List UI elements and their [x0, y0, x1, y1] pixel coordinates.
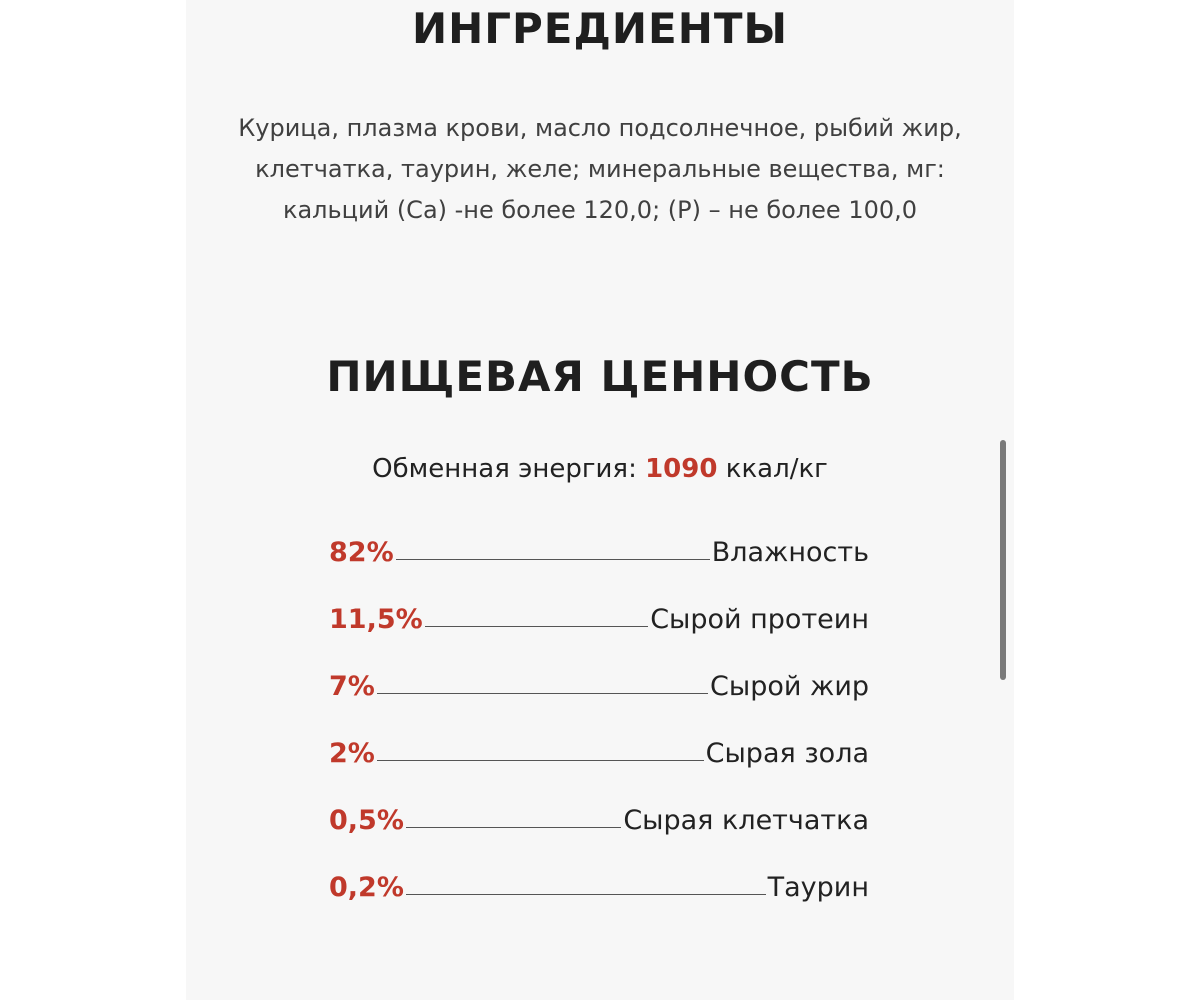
nutrient-percent: 0,5% [329, 805, 404, 836]
ingredients-line: клетчатка, таурин, желе; минеральные вещества, мг: [255, 155, 945, 183]
nutrient-row-fat [329, 658, 869, 702]
nutrient-name: Влажность [711, 537, 869, 568]
leader-line [377, 760, 704, 761]
leader-line [377, 693, 708, 694]
energy-label: Обменная энергия: [372, 454, 637, 484]
nutrient-percent: 7% [329, 671, 375, 702]
nutrient-name: Сырая клетчатка [623, 805, 869, 836]
nutrient-row-taurine [329, 859, 869, 903]
ingredients-text [206, 108, 994, 231]
nutrient-list [329, 524, 869, 926]
nutrient-row-moisture [329, 524, 869, 568]
nutrient-row-protein [329, 591, 869, 635]
scrollbar-thumb[interactable] [1000, 440, 1006, 680]
nutrient-percent: 82% [329, 537, 394, 568]
leader-line [425, 626, 649, 627]
leader-line [406, 827, 621, 828]
ingredients-title: ИНГРЕДИЕНТЫ [411, 4, 789, 53]
nutrient-name: Таурин [767, 872, 869, 903]
nutrient-percent: 2% [329, 738, 375, 769]
nutrient-row-ash [329, 725, 869, 769]
energy-unit: ккал/кг [725, 454, 828, 484]
ingredients-line: Курица, плазма крови, масло подсолнечное, рыбий жир, [238, 114, 962, 142]
nutrient-percent: 0,2% [329, 872, 404, 903]
leader-line [406, 894, 766, 895]
nutrient-percent: 11,5% [329, 604, 423, 635]
nutrient-name: Сырой жир [710, 671, 869, 702]
product-info-panel [186, 0, 1014, 1000]
nutrient-row-fiber [329, 792, 869, 836]
energy-value: 1090 [645, 454, 718, 484]
nutrient-name: Сырой протеин [650, 604, 869, 635]
leader-line [396, 559, 710, 560]
ingredients-line: кальций (Са) -не более 120,0; (Р) – не более 100,0 [282, 196, 918, 224]
energy-line [186, 454, 1014, 484]
nutrient-name: Сырая зола [705, 738, 869, 769]
nutrition-title: ПИЩЕВАЯ ЦЕННОСТЬ [326, 352, 874, 401]
